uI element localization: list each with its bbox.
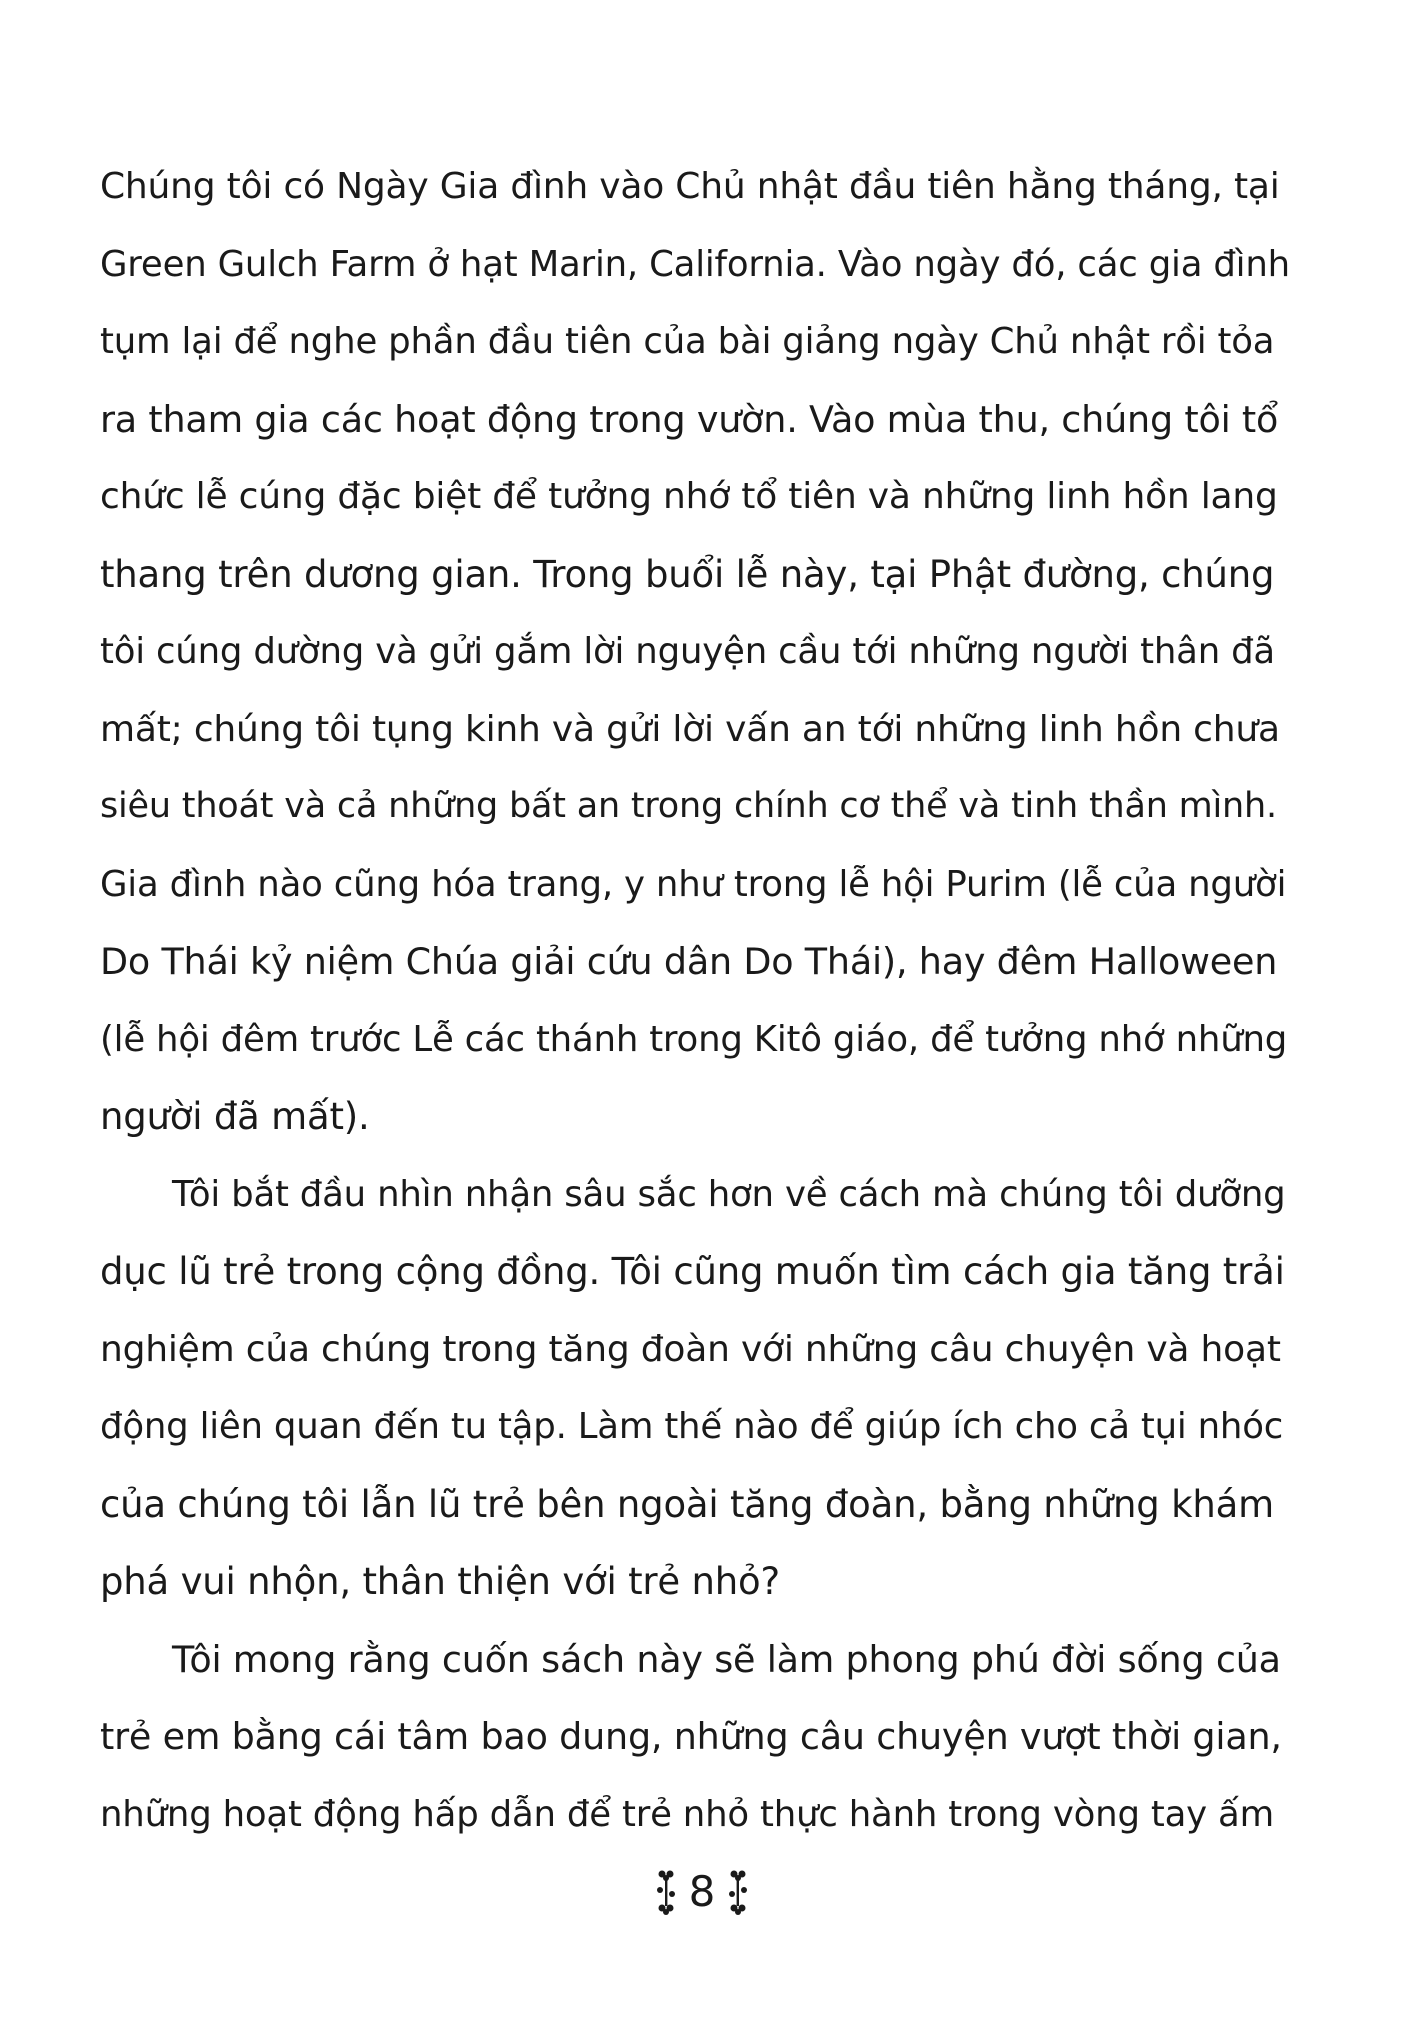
text-line: của chúng tôi lẫn lũ trẻ bên ngoài tăng đoàn, bằng những khám <box>100 1482 1274 1526</box>
floral-ornament-left-icon <box>653 1868 679 1916</box>
text-line: tụm lại để nghe phần đầu tiên của bài giảng ngày Chủ nhật rồi tỏa <box>100 321 1275 362</box>
text-line: (lễ hội đêm trước Lễ các thánh trong Kitô giáo, để tưởng nhớ những <box>100 1018 1288 1060</box>
text-line: trẻ em bằng cái tâm bao dung, những câu chuyện vượt thời gian, <box>100 1715 1282 1758</box>
text-line: Gia đình nào cũng hóa trang, y như trong lễ hội Purim (lễ của người <box>100 863 1287 905</box>
text-line: Tôi mong rằng cuốn sách này sẽ làm phong phú đời sống của <box>172 1637 1281 1681</box>
paragraph <box>100 148 1290 1156</box>
text-line: những hoạt động hấp dẫn để trẻ nhỏ thực hành trong vòng tay ấm <box>100 1793 1274 1835</box>
text-line: Do Thái kỷ niệm Chúa giải cứu dân Do Thái), hay đêm Halloween <box>100 940 1278 983</box>
text-line: Tôi bắt đầu nhìn nhận sâu sắc hơn về cách mà chúng tôi dưỡng <box>172 1173 1286 1215</box>
page-footer <box>0 1862 1404 1933</box>
paragraph <box>100 1156 1290 1621</box>
paragraph <box>100 1621 1290 1854</box>
text-line: thang trên dương gian. Trong buổi lễ này, tại Phật đường, chúng <box>100 552 1275 596</box>
text-line: động liên quan đến tu tập. Làm thế nào để giúp ích cho cả tụi nhóc <box>100 1406 1284 1447</box>
text-line: chức lễ cúng đặc biệt để tưởng nhớ tổ tiên và những linh hồn lang <box>100 476 1278 517</box>
floral-ornament-right-icon <box>725 1868 751 1916</box>
text-line: ra tham gia các hoạt động trong vườn. Vào mùa thu, chúng tôi tổ <box>100 397 1279 441</box>
text-line: mất; chúng tôi tụng kinh và gửi lời vấn an tới những linh hồn chưa <box>100 708 1280 750</box>
text-line: nghiệm của chúng trong tăng đoàn với những câu chuyện và hoạt <box>100 1328 1281 1370</box>
text-line: Chúng tôi có Ngày Gia đình vào Chủ nhật đầu tiên hằng tháng, tại <box>100 166 1280 207</box>
text-line: người đã mất). <box>100 1095 370 1138</box>
text-line: siêu thoát và cả những bất an trong chính cơ thể và tinh thần mình. <box>100 786 1277 826</box>
page-number: 8 <box>688 1867 716 1916</box>
text-line: tôi cúng dường và gửi gắm lời nguyện cầu tới những người thân đã <box>100 631 1275 672</box>
text-line: Green Gulch Farm ở hạt Marin, California. Vào ngày đó, các gia đình <box>100 243 1290 285</box>
text-line: dục lũ trẻ trong cộng đồng. Tôi cũng muốn tìm cách gia tăng trải <box>100 1250 1285 1293</box>
text-line: phá vui nhộn, thân thiện với trẻ nhỏ? <box>100 1560 780 1603</box>
body-text <box>100 148 1290 1853</box>
